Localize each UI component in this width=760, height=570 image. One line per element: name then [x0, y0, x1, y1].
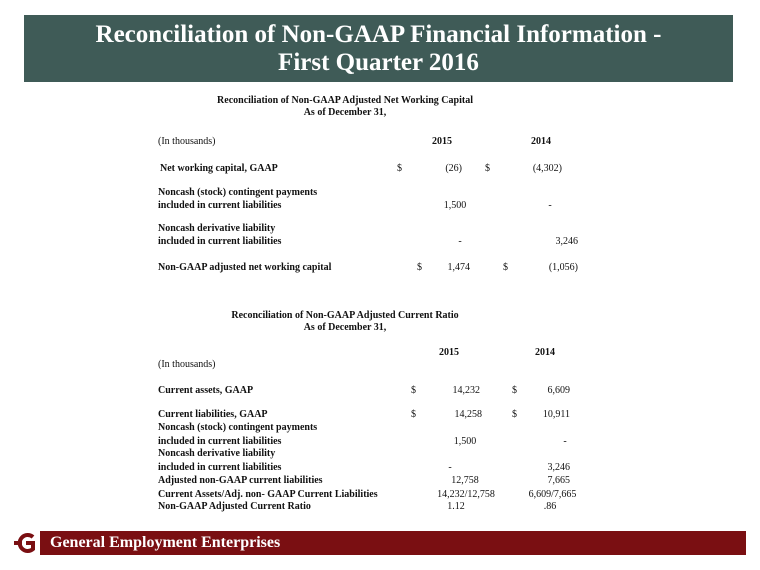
company-logo-icon	[12, 531, 40, 555]
cr-row-value-2014: 3,246	[547, 462, 570, 473]
company-logo	[12, 531, 40, 555]
cr-row-label: Current Assets/Adj. non- GAAP Current Liabilities	[158, 489, 378, 500]
slide-title-line-2: First Quarter 2016	[278, 48, 479, 76]
nwc-row-value-2015: -	[458, 236, 462, 247]
cr-row-label: Current liabilities, GAAP	[158, 409, 268, 420]
cr-row-currency: $	[512, 385, 517, 396]
cr-row-value-2015: 12,758	[451, 475, 479, 486]
nwc-table-title	[150, 95, 540, 119]
cr-units: (In thousands)	[158, 359, 216, 370]
cr-row-value-2015: 1,500	[453, 436, 477, 447]
cr-row-value-2015: 14,258	[454, 409, 482, 420]
slide-title	[24, 15, 733, 82]
cr-row-value-2014: 7,665	[547, 475, 570, 486]
nwc-row-label: Non-GAAP adjusted net working capital	[158, 262, 332, 273]
slide-title-line-1: Reconciliation of Non-GAAP Financial Information -	[95, 20, 662, 48]
cr-row-value-2015: 1.12	[447, 501, 465, 512]
nwc-row-value-2015: 1,500	[443, 200, 467, 211]
cr-row-value-2015: -	[448, 462, 452, 473]
nwc-row-label: included in current liabilities	[158, 200, 282, 211]
nwc-row-label: Net working capital, GAAP	[160, 163, 278, 174]
cr-row-currency: $	[512, 409, 517, 420]
nwc-title-line-1: Reconciliation of Non-GAAP Adjusted Net Working Capital	[217, 95, 473, 106]
nwc-row-label: Noncash (stock) contingent payments	[158, 187, 318, 198]
cr-col-2014: 2014	[535, 347, 555, 358]
nwc-units: (In thousands)	[158, 136, 216, 147]
cr-col-2015: 2015	[439, 347, 459, 358]
cr-row-label: Noncash (stock) contingent payments	[158, 422, 318, 433]
cr-row-value-2014: -	[563, 436, 567, 447]
cr-row-value-2015: 14,232/12,758	[437, 489, 495, 500]
cr-title-line-2: As of December 31,	[303, 322, 387, 333]
cr-row-value-2014: 10,911	[542, 409, 570, 420]
cr-row-label: included in current liabilities	[158, 436, 282, 447]
nwc-col-2014: 2014	[531, 136, 551, 147]
nwc-row-currency: $	[485, 163, 490, 174]
cr-row-label: Non-GAAP Adjusted Current Ratio	[158, 501, 311, 512]
nwc-row-label: Noncash derivative liability	[158, 223, 276, 234]
cr-row-label: Current assets, GAAP	[158, 385, 254, 396]
cr-row-label: included in current liabilities	[158, 462, 282, 473]
cr-table-title	[150, 310, 540, 334]
cr-row-value-2014: 6,609/7,665	[528, 489, 577, 500]
cr-title-line-1: Reconciliation of Non-GAAP Adjusted Current Ratio	[231, 310, 459, 321]
nwc-row-value-2014: -	[548, 200, 552, 211]
cr-row-value-2015: 14,232	[452, 385, 480, 396]
cr-row-value-2014: .86	[543, 501, 557, 512]
cr-row-currency: $	[411, 409, 416, 420]
nwc-row-label: included in current liabilities	[158, 236, 282, 247]
nwc-row-value-2014: (1,056)	[548, 262, 578, 273]
footer-bar	[12, 531, 746, 555]
nwc-row-currency: $	[397, 163, 402, 174]
cr-row-currency: $	[411, 385, 416, 396]
nwc-col-2015: 2015	[432, 136, 452, 147]
nwc-row-value-2014: 3,246	[555, 236, 578, 247]
company-name: General Employment Enterprises	[50, 534, 281, 551]
nwc-row-currency: $	[417, 262, 422, 273]
cr-row-label: Adjusted non-GAAP current liabilities	[158, 475, 323, 486]
nwc-row-currency: $	[503, 262, 508, 273]
nwc-row-value-2014: (4,302)	[532, 163, 562, 174]
nwc-title-line-2: As of December 31,	[303, 107, 387, 118]
nwc-row-value-2015: 1,474	[447, 262, 470, 273]
nwc-row-value-2015: (26)	[445, 163, 462, 174]
cr-row-value-2014: 6,609	[547, 385, 570, 396]
cr-row-label: Noncash derivative liability	[158, 448, 276, 459]
